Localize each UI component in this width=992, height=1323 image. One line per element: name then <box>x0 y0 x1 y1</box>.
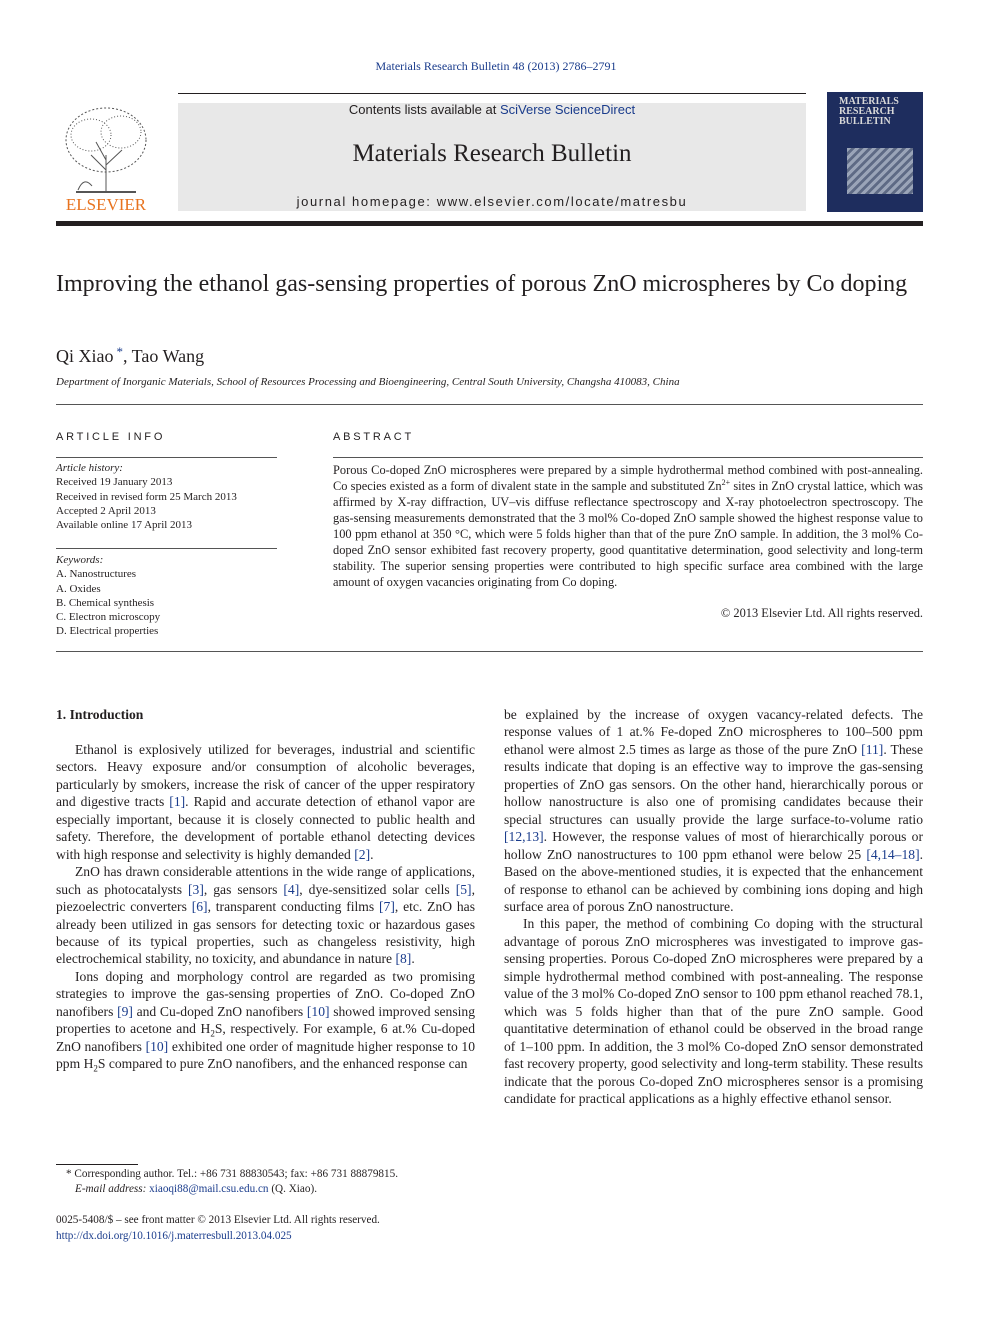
keywords-rule <box>56 548 277 549</box>
keyword: A. Nanostructures <box>56 568 137 581</box>
info-rule <box>56 457 277 458</box>
abstract-text: Porous Co-doped ZnO microspheres were prepared by a simple hydrothermal method combined with post-annealing. Co species existed as a form of divalent state in the sample and substituted $Zn^{2+}$ sites in ZnO crystal lattice, which was affirmed by X-ray diffraction, UV–vis diffuse reflectance spectroscopy and X-ray photoelectron spectroscopy. The gas-sensing measurements demonstrated that the 3 mol% Co-doped ZnO sample showed the highest response value to 100 ppm ethanol at 350 °C, which were 5 folds higher than that of the pure ZnO sample. In addition, the 3 mol% Co-doped ZnO sensor exhibited fast recovery property, good quantitative determination, good selectivity and long-term stability. The superior sensing properties were contributed to high specific surface area combined with the large amount of oxygen vacancies originating from Co doping. <box>333 463 923 589</box>
email-link[interactable]: xiaoqi88@mail.csu.edu.cn <box>149 1183 269 1195</box>
paragraph: In this paper, the method of combining Co doping with the structural advantage of porous ZnO microspheres was investigated to improve gas-sensing properties. Porous Co-doped ZnO microspheres were prepared by a simple hydrothermal method combined with post-annealing. The response value of the 3 mol% Co-doped ZnO sensor to 100 ppm ethanol reached 78.1, which was 5 folds higher than that of the pure ZnO sample. Good quantitative determination of ethanol could be observed in the broad range of 1–100 ppm. In addition, the 3 mol% Co-doped ZnO sensor demonstrated fast recovery property, good selectivity and long-term stability. These results indicate that the porous Co-doped ZnO microspheres sensor is a promising candidate for practical applications as a highly effective ethanol sensor. <box>504 916 923 1106</box>
ref-link[interactable]: [9] <box>117 1003 133 1019</box>
author-list <box>56 344 204 367</box>
keyword: C. Electron microscopy <box>56 611 161 624</box>
keywords-list: Keywords: A. Nanostructures A. Oxides B. Chemical synthesis C. Electron microscopy D. Electrical properties <box>56 553 277 639</box>
author-name: Qi Xiao <box>56 346 114 366</box>
doi-link[interactable]: http://dx.doi.org/10.1016/j.materresbull.2013.04.025 <box>56 1230 292 1242</box>
article-history: Article history: Received 19 January 2013 Received in revised form 25 March 2013 Accepted 2 April 2013 Available online 17 April 2013 <box>56 462 237 532</box>
ref-link[interactable]: [8] <box>395 951 412 967</box>
paragraph: ZnO has drawn considerable attentions in the wide range of applications, such as photocatalysts [3], gas sensors [4], dye-sensitized solar cells [5], piezoelectric converters [6], transparent conducting films [7], etc. ZnO has already been utilized in gas sensors for detecting toxic or hazardous gases because of its typical properties, such as changeless resistivity, high electrochemical stability, no toxicity, and abundance in nature [8]. <box>56 864 476 967</box>
elsevier-logo <box>56 100 156 214</box>
keyword: A. Oxides <box>56 582 101 595</box>
sciencedirect-link[interactable]: SciVerse ScienceDirect <box>499 102 636 117</box>
author-name: , Tao Wang <box>123 346 205 366</box>
ref-link[interactable]: [4,14–18] <box>866 846 920 862</box>
header-top-rule <box>178 93 806 94</box>
body-column-left <box>56 741 475 1073</box>
section-rule <box>56 404 923 405</box>
cover-image <box>847 148 913 194</box>
contents-line: Contents lists available at SciVerse ScienceDirect <box>348 102 636 117</box>
abstract-copyright: © 2013 Elsevier Ltd. All rights reserved. <box>720 606 923 620</box>
homepage-link[interactable]: www.elsevier.com/locate/matresbu <box>436 194 688 209</box>
ref-link[interactable]: [11] <box>861 741 884 757</box>
logo-wordmark: ELSEVIER <box>65 195 147 214</box>
paper-title: Improving the ethanol gas-sensing properties of porous ZnO microspheres by Co doping <box>56 271 908 297</box>
ref-link[interactable]: [1] <box>169 794 186 810</box>
introduction-heading: 1. Introduction <box>56 707 144 722</box>
ref-link[interactable]: [2] <box>354 846 371 862</box>
ref-link[interactable]: [10] <box>306 1003 330 1019</box>
ref-link[interactable]: [3] <box>188 881 204 897</box>
journal-cover[interactable] <box>827 92 923 212</box>
paragraph: Ethanol is explosively utilized for beverages, industrial and scientific sectors. Heavy exposure and/or consumption of alcoholic beverages, particularly by smokers, increase the risk of cancer of the upper respiratory and digestive tracts [1]. Rapid and accurate detection of ethanol vapor are especially important, because it is closely connected to public health and safety. Therefore, the development of portable ethanol detecting devices with high response and selectivity is highly demanded [2]. <box>56 742 476 862</box>
ref-link[interactable]: [12,13] <box>504 829 544 845</box>
ref-link[interactable]: [6] <box>191 899 208 915</box>
journal-title: Materials Research Bulletin <box>352 140 632 167</box>
keyword: B. Chemical synthesis <box>56 596 155 609</box>
abstract-rule <box>333 457 923 458</box>
keyword: D. Electrical properties <box>56 625 159 638</box>
journal-homepage: journal homepage: www.elsevier.com/locate/matresbu <box>296 194 688 209</box>
article-info-heading: ARTICLE INFO <box>56 431 166 443</box>
cover-title: MATERIALS RESEARCH BULLETIN <box>839 96 899 127</box>
affiliation: Department of Inorganic Materials, School of Resources Processing and Bioengineering, Central South University, Changsha 410083, China <box>56 376 680 388</box>
paragraph: Ions doping and morphology control are regarded as two promising strategies to improve the gas-sensing properties of ZnO. Co-doped ZnO nanofibers [9] and Cu-doped ZnO nanofibers [10] showed improved sensing properties to acetone and $H_2S$, respectively. For example, 6 at.% Cu-doped ZnO nanofibers [10] exhibited one order of magnitude higher response to 10 ppm $H_2S$ compared to pure ZnO nanofibers, and the enhanced response can <box>56 968 475 1074</box>
footnote-rule <box>56 1164 138 1165</box>
abstract-heading: ABSTRACT <box>333 431 415 443</box>
paragraph: be explained by the increase of oxygen vacancy-related defects. The response values of 1 at.% Fe-doped ZnO microspheres to 100–500 ppm ethanol were almost 2.5 times as large as those of the pure ZnO [11]. These results indicate that doping is an effective way to improve the gas-sensing properties of ZnO gas sensors. On the other hand, hierarchically porous or hollow nanostructure is also one of promising candidates because their special structures can usually provide the large surface-to-volume ratio [12,13]. However, the response values of most of hierarchically porous or hollow ZnO nanostructures to 100 ppm ethanol were below 25 [4,14–18]. Based on the above-mentioned studies, it is expected that the enhancement of response to ethanol can be achieved by combining ions doping and high surface area of porous ZnO nanostructure. <box>504 707 923 914</box>
corresponding-author-mark[interactable]: * <box>116 344 123 359</box>
header-bottom-rule <box>56 221 923 226</box>
journal-citation <box>0 59 992 74</box>
ref-link[interactable]: [4] <box>283 881 300 897</box>
front-matter: 0025-5408/$ – see front matter © 2013 Elsevier Ltd. All rights reserved. http://dx.doi.org/10.1016/j.materresbull.2013.04.025 <box>56 1214 380 1242</box>
citation-link[interactable]: Materials Research Bulletin 48 (2013) 2786–2791 <box>375 59 617 73</box>
section-rule <box>56 651 923 652</box>
ref-link[interactable]: [10] <box>145 1038 169 1054</box>
footnote: * Corresponding author. Tel.: +86 731 88830543; fax: +86 731 88879815. E-mail address: xiaoqi88@mail.csu.edu.cn (Q. Xiao). <box>66 1168 399 1195</box>
body-column-right <box>504 706 923 1107</box>
ref-link[interactable]: [7] <box>379 899 395 915</box>
ref-link[interactable]: [5] <box>455 881 472 897</box>
